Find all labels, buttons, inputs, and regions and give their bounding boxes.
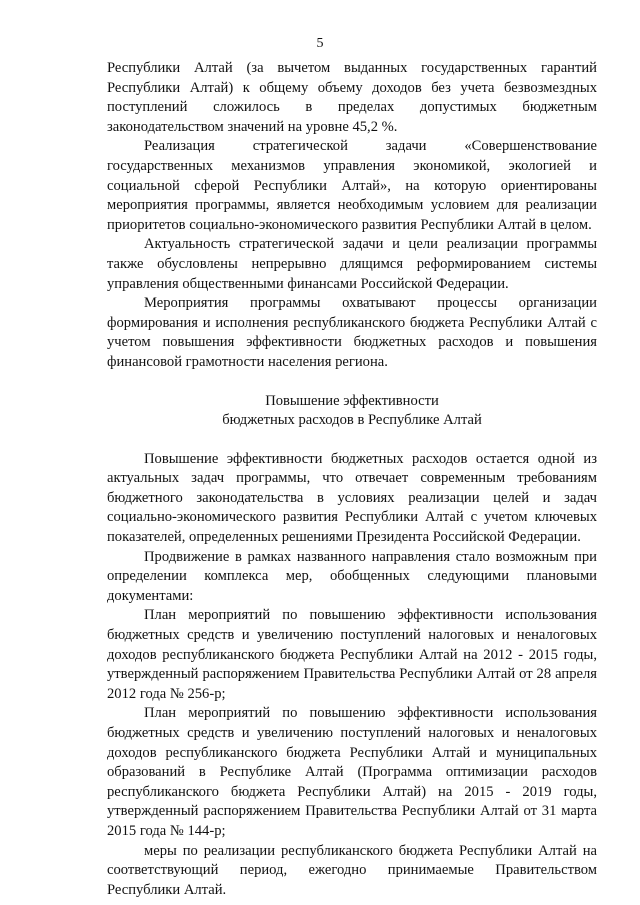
paragraph-relevance: Актуальность стратегической задачи и цели реализации программы также обусловлены непрерывно длящимся реформированием системы управления общественными финансами Российской Федерации. xyxy=(107,236,597,292)
paragraph-plan-2012: План мероприятий по повышению эффективности использования бюджетных средств и увеличению поступлений налоговых и неналоговых доходов республиканского бюджета Республики Алтай на 2012 - 2015 годы, утвержденный распоряжением Правительства Республики Алтай от 28 апреля 2012 года № 256-р; xyxy=(107,607,597,702)
paragraph-continuation: Республики Алтай (за вычетом выданных государственных гарантий Республики Алтай) к общему объему доходов без учета безвозмездных поступлений сложилось в пределах допустимых бюджетным законодательством значений на уровне 45,2 %. xyxy=(107,60,597,135)
paragraph-program-measures: Мероприятия программы охватывают процессы организации формирования и исполнения республиканского бюджета Республики Алтай с учетом повышения эффективности бюджетных расходов и повышения финансовой грамотности населения региона. xyxy=(107,295,597,370)
document-body xyxy=(107,59,597,900)
paragraph-efficiency: Повышение эффективности бюджетных расходов остается одной из актуальных задач программы, что отвечает современным требованиям бюджетного законодательства в условиях реализации целей и задач социально-экономического развития Республики Алтай с учетом ключевых показателей, определенных решениями Президента Российской Федерации. xyxy=(107,450,597,546)
section-heading-line-1: Повышение эффективности xyxy=(265,392,439,409)
paragraph-plan-2015: План мероприятий по повышению эффективности использования бюджетных средств и увеличению поступлений налоговых и неналоговых доходов республиканского бюджета Республики Алтай и муниципальных образований в Республике Алтай (Программа оптимизации расходов республиканского бюджета Республики Алтай) на 2015 - 2019 годы, утвержденный распоряжением Правительства Республики Алтай от 31 марта 2015 года № 144-р; xyxy=(107,705,597,839)
paragraph-annual-measures: меры по реализации республиканского бюджета Республики Алтай на соответствующий период, ежегодно принимаемые Правительством Республики Алтай. xyxy=(107,842,597,898)
page-number: 5 xyxy=(316,36,324,51)
section-heading-line-2: бюджетных расходов в Республике Алтай xyxy=(222,412,482,429)
paragraph-progress: Продвижение в рамках названного направления стало возможным при определении комплекса мер, обобщенных следующими плановыми документами: xyxy=(107,548,597,604)
section-heading xyxy=(107,392,597,431)
paragraph-strategic-task: Реализация стратегической задачи «Совершенствование государственных механизмов управления экономикой, экологией и социальной сферой Республики Алтай», на которую ориентированы мероприятия программы, является необходимым условием для реализации приоритетов социально-экономического развития Республики Алтай в целом. xyxy=(107,138,597,233)
